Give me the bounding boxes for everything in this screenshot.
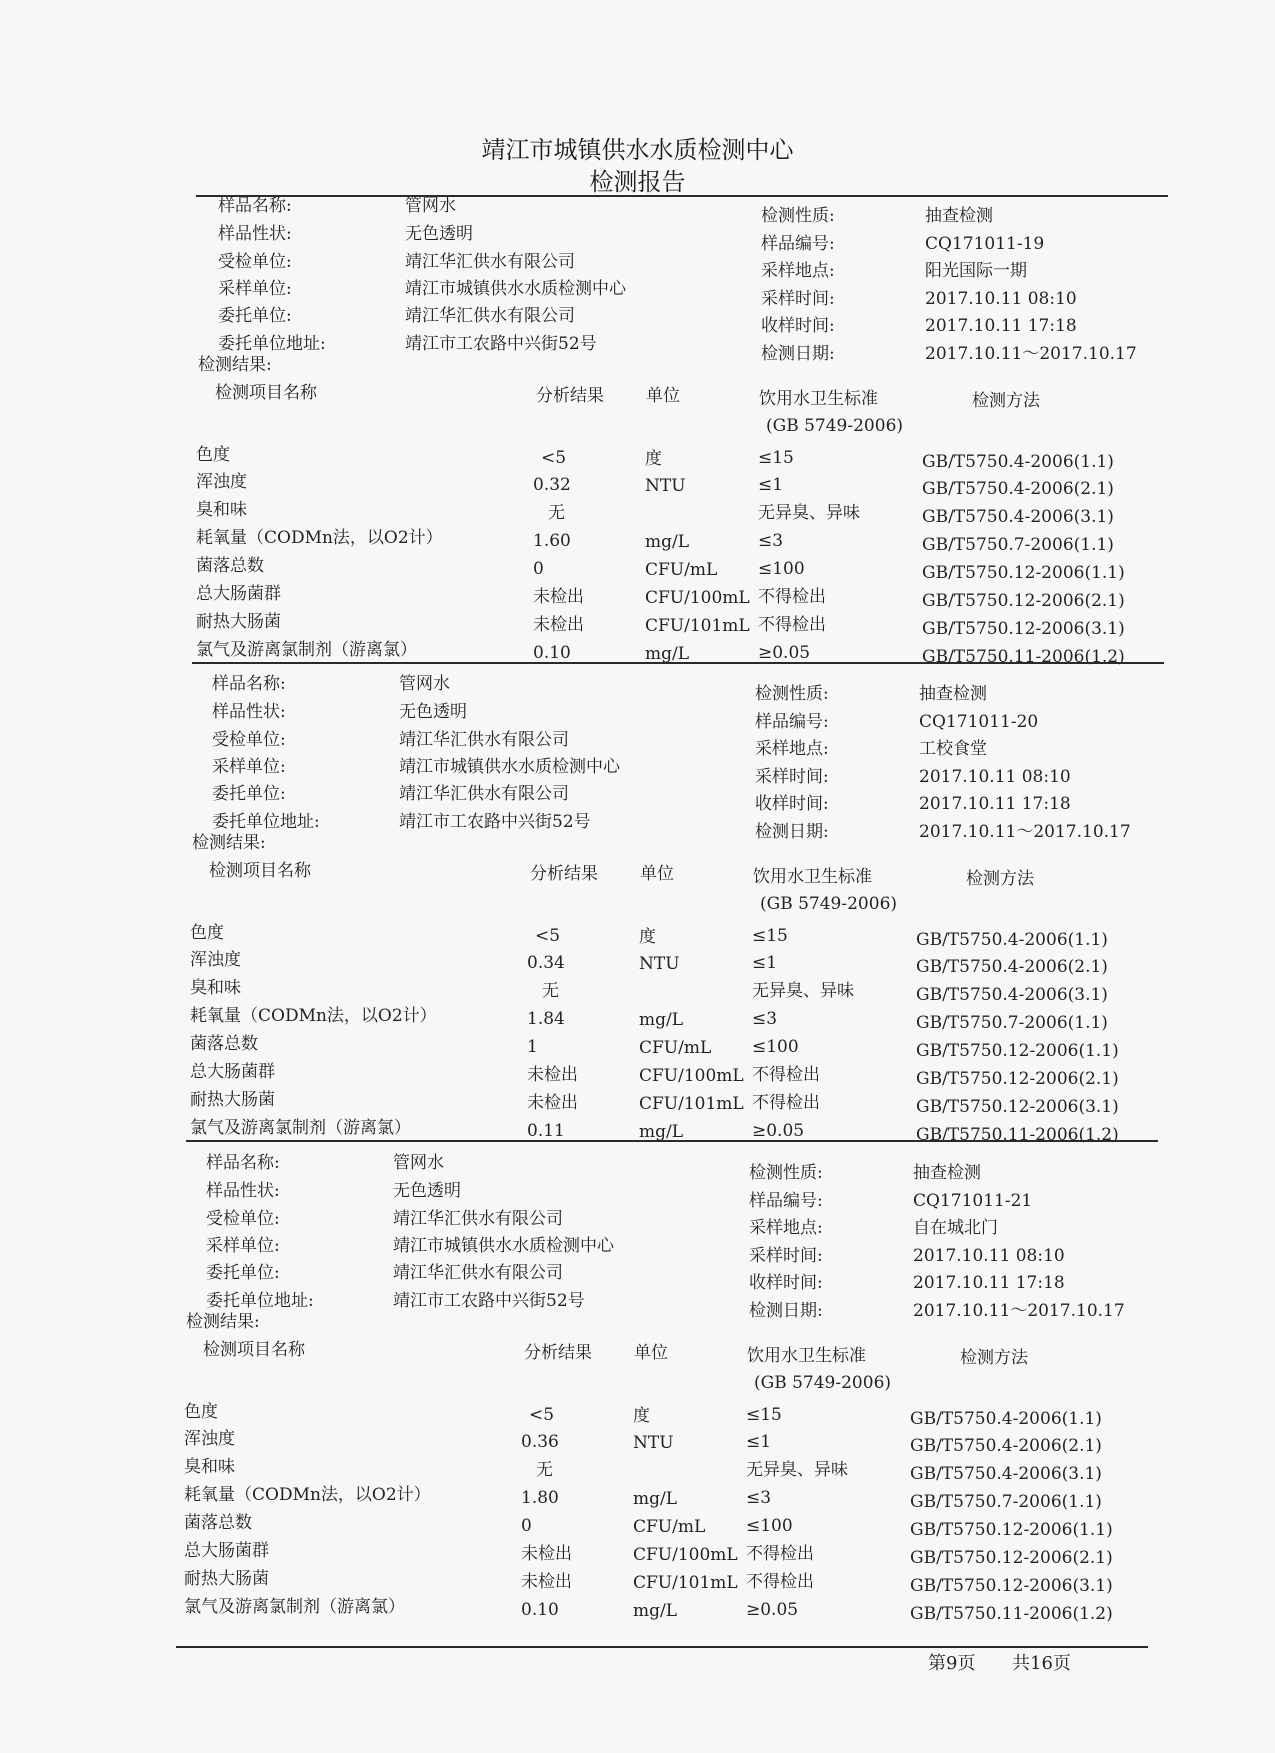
section-divider: [192, 662, 1164, 664]
cell-method: GB/T5750.12-2006(2.1): [910, 1548, 1113, 1568]
field-label-sample-name: 样品名称:: [212, 674, 286, 694]
page-total: 共16页: [1012, 1653, 1071, 1674]
results-label: 检测结果:: [198, 355, 272, 375]
field-label-client-unit: 委托单位:: [206, 1263, 280, 1283]
cell-item: 耗氧量（CODMn法，以O2计）: [184, 1485, 431, 1505]
cell-method: GB/T5750.4-2006(2.1): [922, 479, 1114, 499]
cell-standard: ≤15: [758, 448, 794, 468]
cell-unit: mg/L: [645, 532, 690, 552]
col-header-standard: 饮用水卫生标准: [759, 389, 878, 409]
col-header-result: 分析结果: [524, 1343, 592, 1363]
cell-unit: CFU/100mL: [633, 1545, 738, 1565]
cell-unit: CFU/mL: [645, 560, 718, 580]
cell-item: 总大肠菌群: [184, 1541, 269, 1561]
field-value-receive-time: 2017.10.11 17:18: [919, 794, 1071, 814]
cell-method: GB/T5750.12-2006(3.1): [910, 1576, 1113, 1596]
cell-method: GB/T5750.12-2006(2.1): [922, 591, 1125, 611]
cell-unit: NTU: [633, 1433, 674, 1453]
cell-item: 色度: [190, 923, 224, 943]
cell-result: 0.10: [521, 1600, 559, 1620]
field-label-nature: 检测性质:: [755, 684, 829, 704]
cell-standard: 无异臭、异味: [746, 1460, 848, 1480]
field-label-test-date: 检测日期:: [749, 1301, 823, 1321]
cell-unit: mg/L: [639, 1010, 684, 1030]
cell-item: 臭和味: [184, 1457, 235, 1477]
field-label-sample-state: 样品性状:: [206, 1181, 280, 1201]
col-header-unit: 单位: [646, 386, 680, 406]
cell-result: <5: [535, 926, 561, 946]
cell-item: 菌落总数: [184, 1513, 252, 1533]
field-value-inspected-unit: 靖江华汇供水有限公司: [405, 252, 575, 272]
cell-item: 色度: [196, 445, 230, 465]
org-title: 靖江市城镇供水水质检测中心: [481, 136, 794, 164]
cell-result: 未检出: [533, 615, 584, 635]
cell-method: GB/T5750.7-2006(1.1): [922, 535, 1114, 555]
field-label-sampling-site: 采样地点:: [749, 1218, 823, 1238]
cell-result: 0.36: [521, 1432, 559, 1452]
cell-standard: 不得检出: [758, 587, 826, 607]
cell-unit: mg/L: [633, 1489, 678, 1509]
cell-item: 总大肠菌群: [190, 1062, 275, 1082]
field-value-inspected-unit: 靖江华汇供水有限公司: [399, 730, 569, 750]
cell-method: GB/T5750.4-2006(1.1): [916, 930, 1108, 950]
field-value-sample-state: 无色透明: [393, 1181, 461, 1201]
cell-standard: 不得检出: [746, 1544, 814, 1564]
cell-unit: mg/L: [633, 1601, 678, 1621]
cell-method: GB/T5750.4-2006(3.1): [922, 507, 1114, 527]
cell-result: 0.34: [527, 953, 565, 973]
field-value-sampling-site: 自在城北门: [913, 1218, 998, 1238]
col-header-method: 检测方法: [966, 869, 1034, 889]
field-label-client-address: 委托单位地址:: [212, 812, 320, 832]
cell-standard: ≥0.05: [758, 643, 811, 663]
page-number: 第9页: [928, 1653, 976, 1674]
cell-standard: ≤3: [752, 1009, 778, 1029]
field-value-sampling-unit: 靖江市城镇供水水质检测中心: [393, 1236, 614, 1256]
field-label-sampling-unit: 采样单位:: [206, 1236, 280, 1256]
cell-standard: ≥0.05: [746, 1600, 799, 1620]
field-label-sample-state: 样品性状:: [218, 224, 292, 244]
col-header-unit: 单位: [640, 864, 674, 884]
cell-item: 耗氧量（CODMn法，以O2计）: [196, 528, 443, 548]
cell-unit: CFU/101mL: [639, 1094, 744, 1114]
field-label-client-address: 委托单位地址:: [206, 1291, 314, 1311]
cell-unit: CFU/mL: [639, 1038, 712, 1058]
cell-standard: ≤15: [746, 1405, 782, 1425]
results-label: 检测结果:: [192, 833, 266, 853]
cell-item: 浑浊度: [190, 950, 241, 970]
field-label-receive-time: 收样时间:: [755, 794, 829, 814]
col-header-standard: 饮用水卫生标准: [753, 867, 872, 887]
field-label-nature: 检测性质:: [761, 206, 835, 226]
field-label-client-address: 委托单位地址:: [218, 334, 326, 354]
cell-unit: CFU/100mL: [645, 588, 750, 608]
cell-method: GB/T5750.4-2006(3.1): [910, 1464, 1102, 1484]
cell-unit: 度: [633, 1406, 650, 1426]
cell-item: 臭和味: [196, 500, 247, 520]
field-value-nature: 抽查检测: [925, 206, 993, 226]
cell-item: 氯气及游离氯制剂（游离氯）: [196, 640, 417, 660]
field-label-sampling-time: 采样时间:: [755, 767, 829, 787]
field-value-client-address: 靖江市工农路中兴街52号: [405, 334, 597, 354]
cell-item: 浑浊度: [184, 1429, 235, 1449]
cell-item: 菌落总数: [190, 1034, 258, 1054]
cell-method: GB/T5750.4-2006(1.1): [922, 452, 1114, 472]
field-label-sample-no: 样品编号:: [755, 712, 829, 732]
footer-rule: [176, 1646, 1148, 1648]
cell-method: GB/T5750.12-2006(1.1): [910, 1520, 1113, 1540]
field-value-sample-name: 管网水: [405, 196, 456, 216]
field-label-receive-time: 收样时间:: [749, 1273, 823, 1293]
field-label-sample-state: 样品性状:: [212, 702, 286, 722]
cell-standard: ≤100: [746, 1516, 793, 1536]
field-value-nature: 抽查检测: [913, 1163, 981, 1183]
col-header-item: 检测项目名称: [215, 383, 317, 403]
cell-unit: mg/L: [645, 644, 690, 664]
cell-standard: ≤15: [752, 926, 788, 946]
cell-result: 1.84: [527, 1009, 565, 1029]
cell-item: 总大肠菌群: [196, 584, 281, 604]
cell-item: 浑浊度: [196, 472, 247, 492]
cell-unit: NTU: [639, 954, 680, 974]
cell-method: GB/T5750.12-2006(1.1): [916, 1041, 1119, 1061]
col-header-standard-sub: (GB 5749-2006): [760, 894, 898, 914]
cell-result: <5: [541, 448, 567, 468]
cell-item: 耐热大肠菌: [196, 612, 281, 632]
field-value-client-unit: 靖江华汇供水有限公司: [405, 306, 575, 326]
cell-item: 耗氧量（CODMn法，以O2计）: [190, 1006, 437, 1026]
col-header-standard: 饮用水卫生标准: [747, 1346, 866, 1366]
field-label-inspected-unit: 受检单位:: [212, 730, 286, 750]
field-value-test-date: 2017.10.11～2017.10.17: [913, 1301, 1125, 1321]
field-label-sampling-unit: 采样单位:: [212, 757, 286, 777]
field-label-sample-name: 样品名称:: [218, 196, 292, 216]
field-label-sampling-time: 采样时间:: [749, 1246, 823, 1266]
cell-standard: 不得检出: [758, 615, 826, 635]
cell-method: GB/T5750.4-2006(2.1): [916, 957, 1108, 977]
cell-standard: 无异臭、异味: [758, 503, 860, 523]
cell-result: 1: [527, 1037, 538, 1057]
field-label-receive-time: 收样时间:: [761, 316, 835, 336]
field-value-inspected-unit: 靖江华汇供水有限公司: [393, 1209, 563, 1229]
cell-method: GB/T5750.12-2006(1.1): [922, 563, 1125, 583]
cell-standard: ≤1: [758, 475, 784, 495]
field-label-sampling-site: 采样地点:: [761, 261, 835, 281]
field-value-receive-time: 2017.10.11 17:18: [925, 316, 1077, 336]
field-label-sample-no: 样品编号:: [749, 1191, 823, 1211]
cell-standard: ≤3: [746, 1488, 772, 1508]
cell-standard: 不得检出: [746, 1572, 814, 1592]
field-value-sample-no: CQ171011-20: [919, 712, 1039, 732]
col-header-result: 分析结果: [536, 386, 604, 406]
field-value-sample-state: 无色透明: [399, 702, 467, 722]
field-value-test-date: 2017.10.11～2017.10.17: [925, 344, 1137, 364]
field-label-sample-no: 样品编号:: [761, 234, 835, 254]
cell-item: 氯气及游离氯制剂（游离氯）: [190, 1118, 411, 1138]
cell-unit: 度: [645, 449, 662, 469]
cell-method: GB/T5750.4-2006(1.1): [910, 1409, 1102, 1429]
header-rule: [196, 195, 1168, 197]
cell-standard: ≤100: [758, 559, 805, 579]
cell-method: GB/T5750.11-2006(1.2): [922, 647, 1125, 667]
cell-result: 未检出: [533, 587, 584, 607]
field-label-client-unit: 委托单位:: [218, 306, 292, 326]
cell-standard: 不得检出: [752, 1065, 820, 1085]
cell-result: 0.11: [527, 1121, 565, 1141]
field-label-client-unit: 委托单位:: [212, 784, 286, 804]
cell-result: 0.32: [533, 475, 571, 495]
col-header-unit: 单位: [634, 1343, 668, 1363]
cell-standard: ≤100: [752, 1037, 799, 1057]
col-header-item: 检测项目名称: [203, 1340, 305, 1360]
cell-unit: CFU/mL: [633, 1517, 706, 1537]
cell-method: GB/T5750.4-2006(2.1): [910, 1436, 1102, 1456]
field-label-test-date: 检测日期:: [761, 344, 835, 364]
field-label-inspected-unit: 受检单位:: [218, 252, 292, 272]
field-value-test-date: 2017.10.11～2017.10.17: [919, 822, 1131, 842]
cell-result: 未检出: [521, 1572, 572, 1592]
field-value-sample-name: 管网水: [399, 674, 450, 694]
results-label: 检测结果:: [186, 1312, 260, 1332]
cell-method: GB/T5750.7-2006(1.1): [910, 1492, 1102, 1512]
field-value-sampling-site: 阳光国际一期: [925, 261, 1027, 281]
cell-item: 臭和味: [190, 978, 241, 998]
field-value-receive-time: 2017.10.11 17:18: [913, 1273, 1065, 1293]
col-header-standard-sub: (GB 5749-2006): [754, 1373, 892, 1393]
cell-method: GB/T5750.11-2006(1.2): [910, 1604, 1113, 1624]
field-value-sampling-site: 工校食堂: [919, 739, 987, 759]
field-value-sampling-time: 2017.10.11 08:10: [919, 767, 1071, 787]
cell-result: 无: [542, 981, 559, 1001]
section-divider: [186, 1140, 1158, 1142]
cell-result: 无: [536, 1460, 553, 1480]
cell-standard: ≤1: [752, 953, 778, 973]
cell-standard: ≤3: [758, 531, 784, 551]
cell-unit: NTU: [645, 476, 686, 496]
cell-item: 耐热大肠菌: [190, 1090, 275, 1110]
cell-method: GB/T5750.11-2006(1.2): [916, 1125, 1119, 1145]
cell-method: GB/T5750.12-2006(3.1): [922, 619, 1125, 639]
field-value-sample-no: CQ171011-21: [913, 1191, 1033, 1211]
report-title: 检测报告: [589, 168, 686, 196]
cell-item: 菌落总数: [196, 556, 264, 576]
col-header-method: 检测方法: [960, 1348, 1028, 1368]
field-value-client-unit: 靖江华汇供水有限公司: [399, 784, 569, 804]
field-label-sampling-unit: 采样单位:: [218, 279, 292, 299]
cell-unit: CFU/101mL: [645, 616, 750, 636]
cell-standard: ≥0.05: [752, 1121, 805, 1141]
cell-result: 1.80: [521, 1488, 559, 1508]
field-value-client-address: 靖江市工农路中兴街52号: [399, 812, 591, 832]
field-value-sampling-time: 2017.10.11 08:10: [913, 1246, 1065, 1266]
cell-result: 0: [521, 1516, 532, 1536]
cell-unit: CFU/101mL: [633, 1573, 738, 1593]
cell-result: 未检出: [521, 1544, 572, 1564]
cell-result: 0.10: [533, 643, 571, 663]
field-label-test-date: 检测日期:: [755, 822, 829, 842]
field-value-sampling-unit: 靖江市城镇供水水质检测中心: [405, 279, 626, 299]
field-label-sample-name: 样品名称:: [206, 1153, 280, 1173]
cell-item: 氯气及游离氯制剂（游离氯）: [184, 1597, 405, 1617]
cell-result: 1.60: [533, 531, 571, 551]
cell-unit: 度: [639, 927, 656, 947]
cell-unit: CFU/100mL: [639, 1066, 744, 1086]
col-header-method: 检测方法: [972, 391, 1040, 411]
cell-standard: ≤1: [746, 1432, 772, 1452]
field-label-inspected-unit: 受检单位:: [206, 1209, 280, 1229]
cell-standard: 不得检出: [752, 1093, 820, 1113]
cell-result: <5: [529, 1405, 555, 1425]
field-value-sampling-unit: 靖江市城镇供水水质检测中心: [399, 757, 620, 777]
field-label-sampling-site: 采样地点:: [755, 739, 829, 759]
cell-result: 0: [533, 559, 544, 579]
field-value-client-unit: 靖江华汇供水有限公司: [393, 1263, 563, 1283]
cell-result: 无: [548, 503, 565, 523]
field-value-client-address: 靖江市工农路中兴街52号: [393, 1291, 585, 1311]
cell-result: 未检出: [527, 1093, 578, 1113]
cell-method: GB/T5750.12-2006(3.1): [916, 1097, 1119, 1117]
field-value-sampling-time: 2017.10.11 08:10: [925, 289, 1077, 309]
field-value-nature: 抽查检测: [919, 684, 987, 704]
cell-method: GB/T5750.12-2006(2.1): [916, 1069, 1119, 1089]
cell-unit: mg/L: [639, 1122, 684, 1142]
cell-item: 色度: [184, 1402, 218, 1422]
field-value-sample-state: 无色透明: [405, 224, 473, 244]
col-header-result: 分析结果: [530, 864, 598, 884]
field-value-sample-name: 管网水: [393, 1153, 444, 1173]
field-label-sampling-time: 采样时间:: [761, 289, 835, 309]
cell-item: 耐热大肠菌: [184, 1569, 269, 1589]
cell-method: GB/T5750.4-2006(3.1): [916, 985, 1108, 1005]
col-header-standard-sub: (GB 5749-2006): [766, 416, 904, 436]
col-header-item: 检测项目名称: [209, 861, 311, 881]
field-label-nature: 检测性质:: [749, 1163, 823, 1183]
cell-result: 未检出: [527, 1065, 578, 1085]
cell-method: GB/T5750.7-2006(1.1): [916, 1013, 1108, 1033]
cell-standard: 无异臭、异味: [752, 981, 854, 1001]
field-value-sample-no: CQ171011-19: [925, 234, 1045, 254]
